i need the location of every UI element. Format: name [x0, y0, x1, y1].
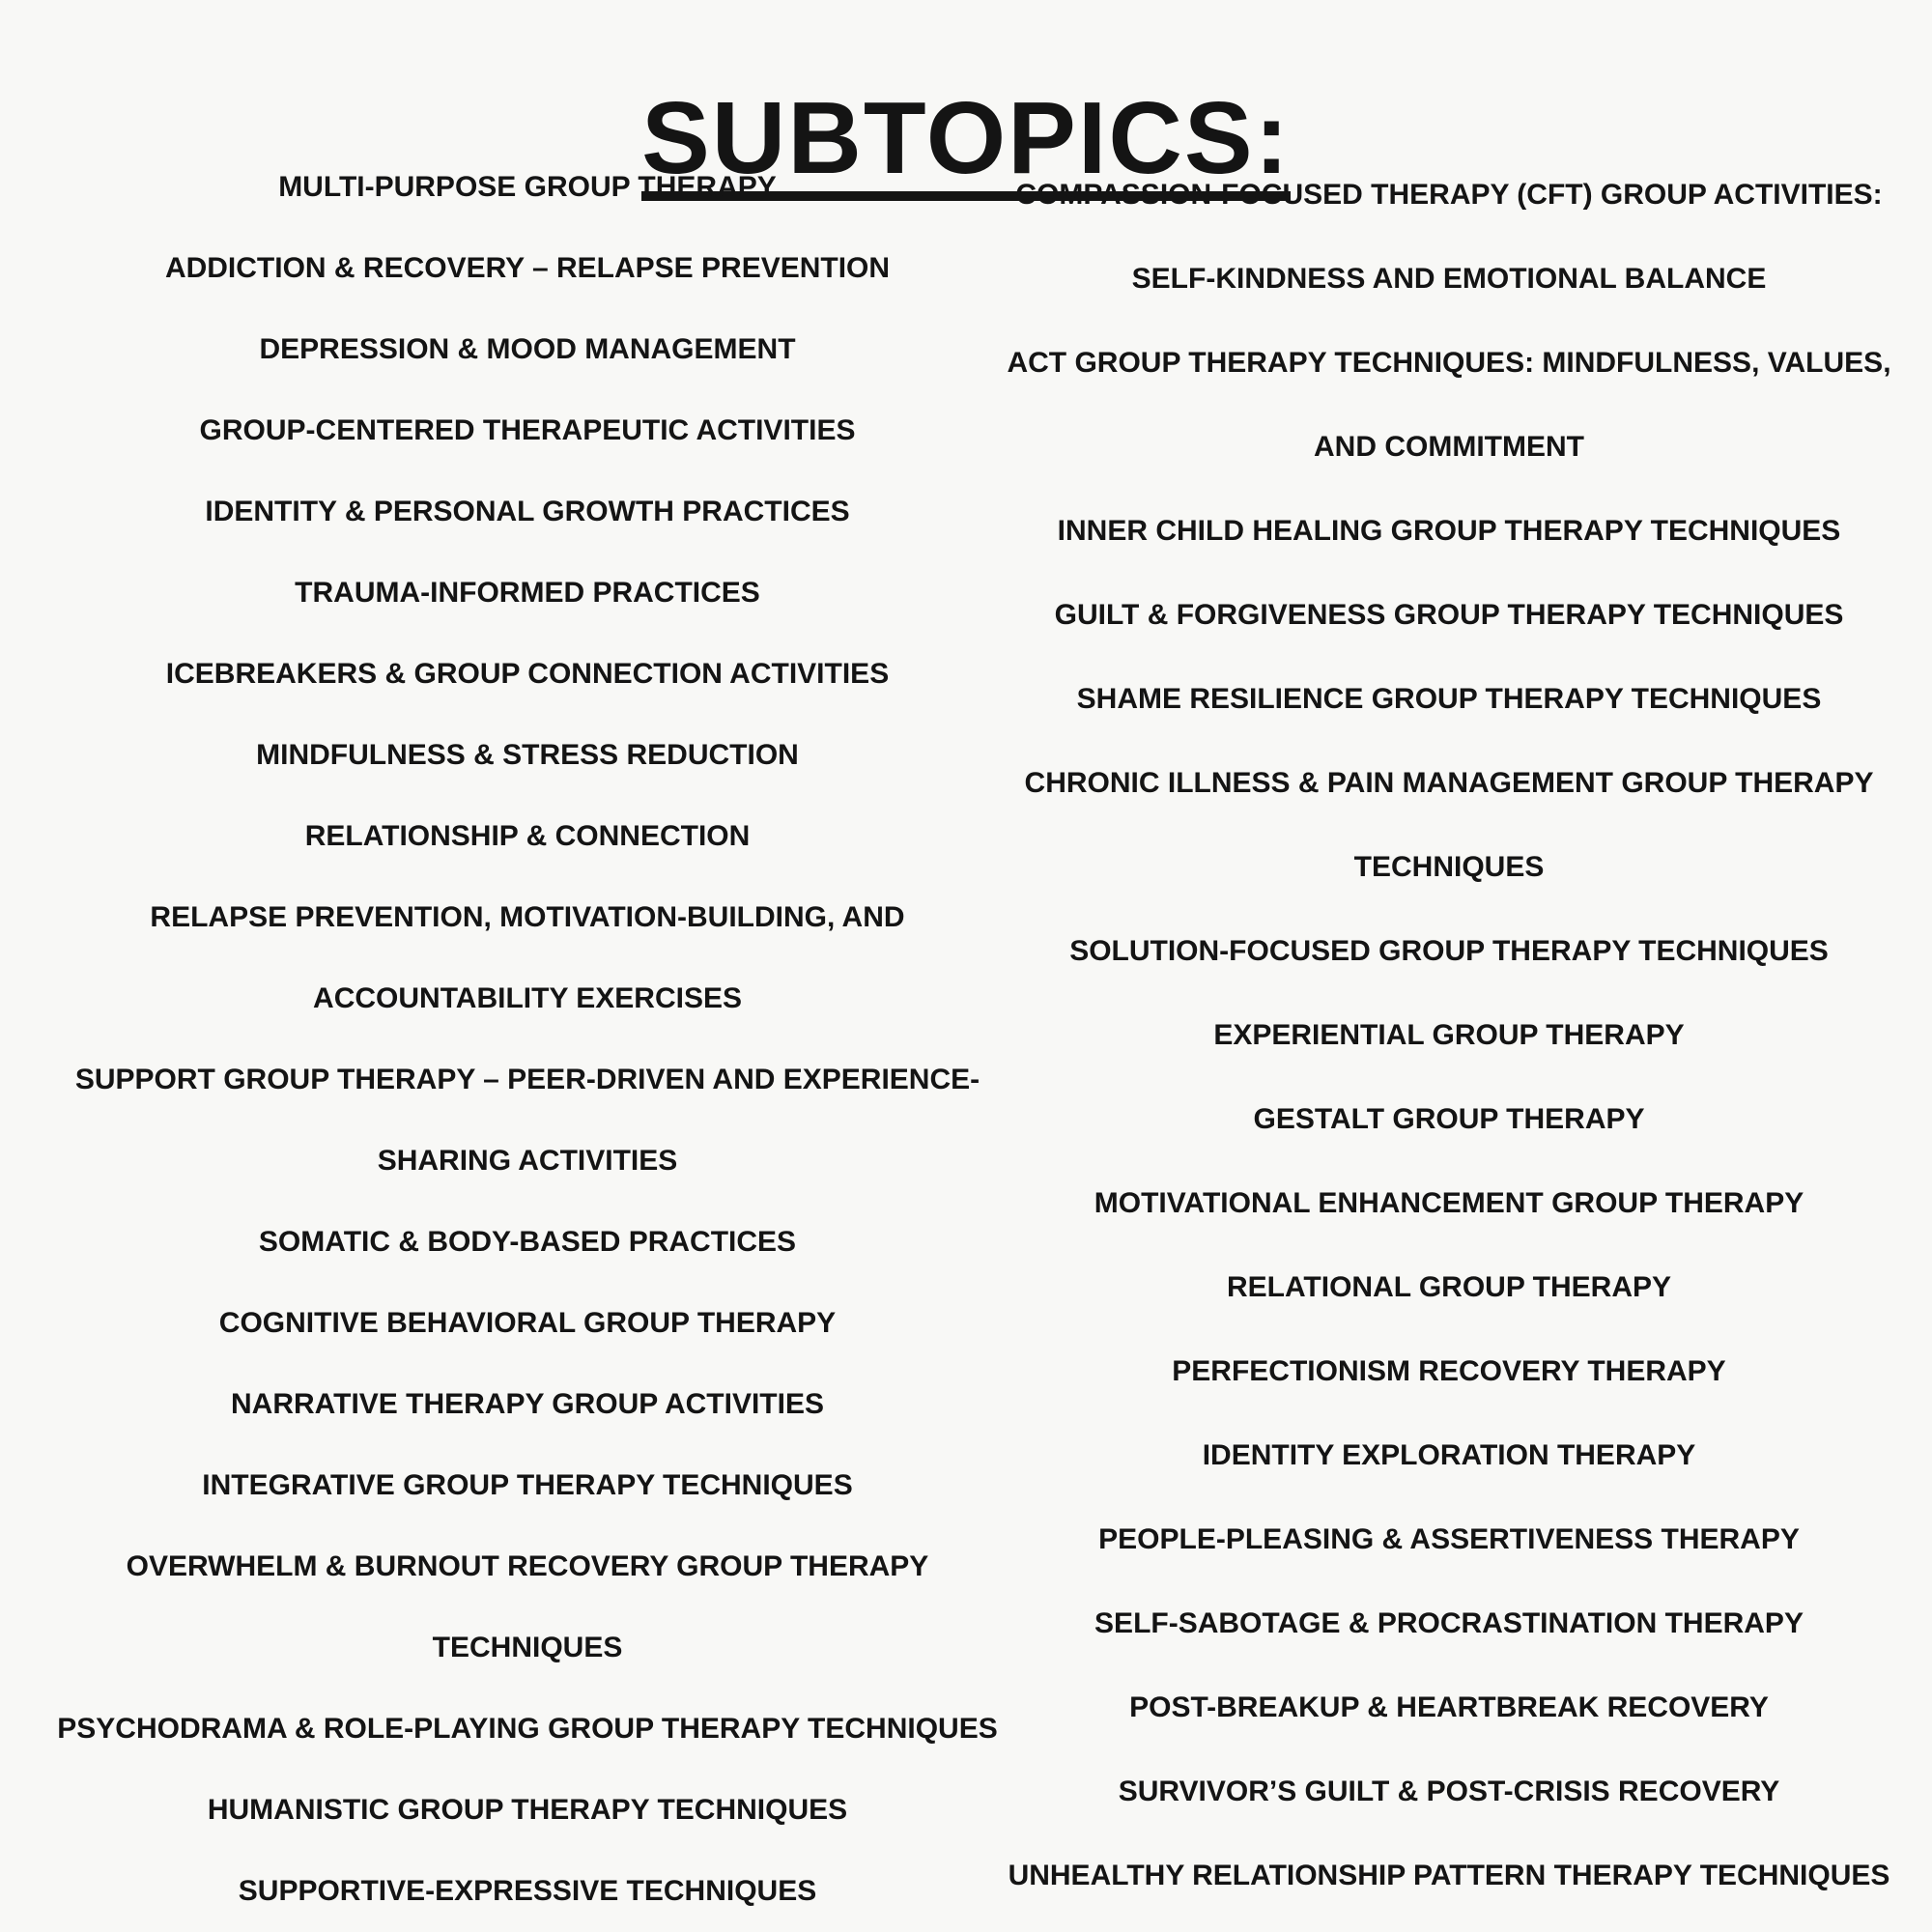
right-subtopic-item: UNHEALTHY RELATIONSHIP PATTERN THERAPY TECHNIQUES	[1008, 1860, 1890, 1891]
right-subtopic-item: SOLUTION-FOCUSED GROUP THERAPY TECHNIQUES	[1069, 935, 1829, 967]
left-subtopic-item: ICEBREAKERS & GROUP CONNECTION ACTIVITIES	[165, 658, 890, 690]
left-subtopic-item: GROUP-CENTERED THERAPEUTIC ACTIVITIES	[199, 414, 856, 446]
left-subtopic-item: PSYCHODRAMA & ROLE-PLAYING GROUP THERAPY TECHNIQUES	[57, 1713, 998, 1745]
left-subtopic-item: SUPPORTIVE-EXPRESSIVE TECHNIQUES	[238, 1875, 817, 1907]
right-subtopic-item: SELF-KINDNESS AND EMOTIONAL BALANCE	[1131, 263, 1767, 295]
left-subtopic-item: TRAUMA-INFORMED PRACTICES	[295, 577, 760, 609]
right-subtopic-item: SHAME RESILIENCE GROUP THERAPY TECHNIQUES	[1076, 683, 1822, 715]
left-subtopic-item: ACCOUNTABILITY EXERCISES	[313, 982, 742, 1014]
right-subtopic-item: RELATIONAL GROUP THERAPY	[1226, 1271, 1672, 1303]
right-subtopic-item: GUILT & FORGIVENESS GROUP THERAPY TECHNIQUES	[1054, 599, 1844, 631]
right-subtopic-item: EXPERIENTIAL GROUP THERAPY	[1213, 1019, 1685, 1051]
right-subtopic-item: IDENTITY EXPLORATION THERAPY	[1202, 1439, 1696, 1471]
left-subtopic-item: HUMANISTIC GROUP THERAPY TECHNIQUES	[207, 1794, 848, 1826]
right-subtopic-item: CHRONIC ILLNESS & PAIN MANAGEMENT GROUP THERAPY	[1024, 767, 1874, 799]
right-subtopic-item: GESTALT GROUP THERAPY	[1253, 1103, 1645, 1135]
right-subtopic-item: COMPASSION-FOCUSED THERAPY (CFT) GROUP ACTIVITIES:	[1015, 179, 1883, 211]
left-subtopic-item: COGNITIVE BEHAVIORAL GROUP THERAPY	[218, 1307, 837, 1339]
right-subtopic-item: PERFECTIONISM RECOVERY THERAPY	[1172, 1355, 1726, 1387]
left-subtopic-item: MINDFULNESS & STRESS REDUCTION	[256, 739, 799, 771]
right-subtopic-item: INNER CHILD HEALING GROUP THERAPY TECHNIQUES	[1057, 515, 1841, 547]
right-subtopic-item: ACT GROUP THERAPY TECHNIQUES: MINDFULNESS, VALUES,	[1007, 347, 1891, 379]
left-subtopic-item: SOMATIC & BODY-BASED PRACTICES	[258, 1226, 797, 1258]
left-subtopic-item: TECHNIQUES	[432, 1632, 623, 1663]
left-subtopic-list	[39, 147, 1016, 1932]
left-subtopic-item: ADDICTION & RECOVERY – RELAPSE PREVENTION	[164, 252, 891, 284]
right-subtopic-item: PEOPLE-PLEASING & ASSERTIVENESS THERAPY	[1098, 1523, 1800, 1555]
left-subtopic-item: RELATIONSHIP & CONNECTION	[304, 820, 751, 852]
left-subtopic-item: MULTI-PURPOSE GROUP THERAPY	[278, 171, 777, 203]
right-subtopic-item: SELF-SABOTAGE & PROCRASTINATION THERAPY	[1094, 1607, 1804, 1639]
left-subtopic-item: OVERWHELM & BURNOUT RECOVERY GROUP THERAPY	[126, 1550, 929, 1582]
left-subtopic-item: IDENTITY & PERSONAL GROWTH PRACTICES	[205, 496, 850, 527]
right-subtopic-item: AND COMMITMENT	[1314, 431, 1584, 463]
right-subtopic-item: POST-BREAKUP & HEARTBREAK RECOVERY	[1129, 1691, 1769, 1723]
right-subtopic-item: SURVIVOR’S GUILT & POST-CRISIS RECOVERY	[1118, 1776, 1780, 1807]
left-subtopic-item: RELAPSE PREVENTION, MOTIVATION-BUILDING, AND	[150, 901, 905, 933]
right-subtopic-item: MOTIVATIONAL ENHANCEMENT GROUP THERAPY	[1094, 1187, 1804, 1219]
left-subtopic-item: NARRATIVE THERAPY GROUP ACTIVITIES	[231, 1388, 824, 1420]
left-subtopic-item: SUPPORT GROUP THERAPY – PEER-DRIVEN AND EXPERIENCE-	[74, 1064, 980, 1095]
right-subtopic-list	[976, 153, 1922, 1918]
left-subtopic-item: SHARING ACTIVITIES	[377, 1145, 678, 1177]
page-title-text: SUBTOPICS:	[641, 87, 1291, 201]
left-subtopic-item: DEPRESSION & MOOD MANAGEMENT	[259, 333, 796, 365]
left-subtopic-item: INTEGRATIVE GROUP THERAPY TECHNIQUES	[202, 1469, 853, 1501]
right-subtopic-item: TECHNIQUES	[1353, 851, 1545, 883]
